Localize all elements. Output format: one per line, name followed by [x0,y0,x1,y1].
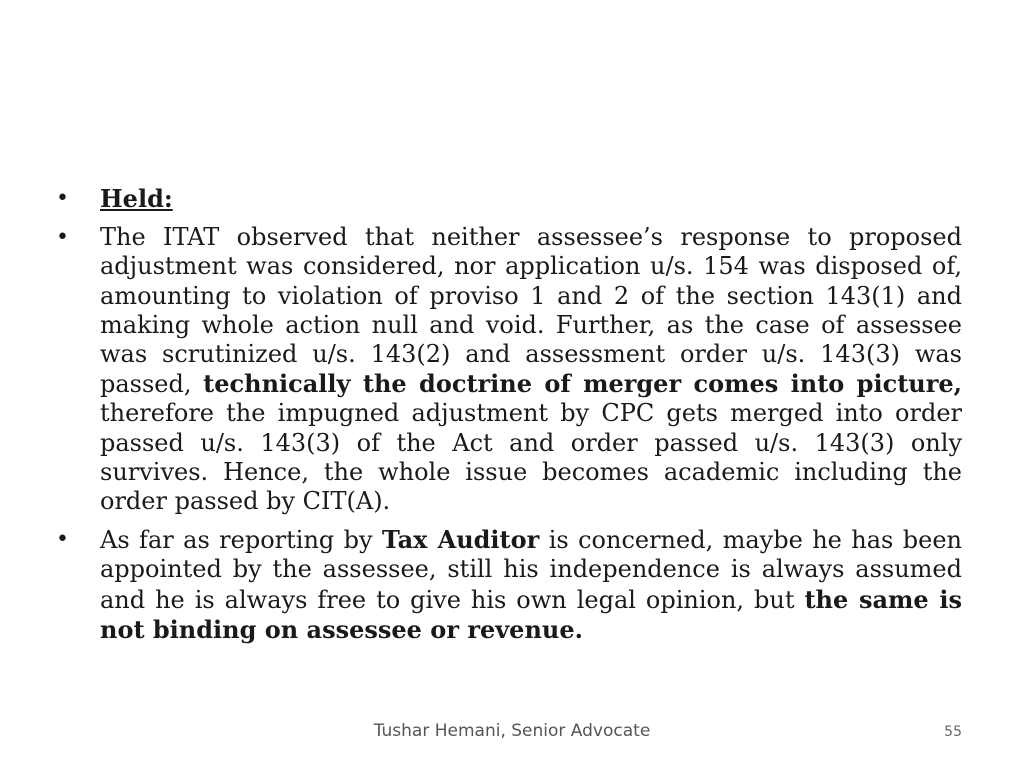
not-binding-emphasis: the same is not binding on assessee or revenue. [100,584,962,644]
bullet-dot: • [56,186,69,211]
itat-text-part-1: The ITAT observed that neither assessee’s response to proposed adjustment was considered, nor application u/s. 154 was disposed of, amounting to violation of proviso 1 and 2 of the section 143(1) and making whole action null and void. Further, as the case of assessee was scrutinized u/s. 143(2) and assessment order u/s. 143(3) was passed, [100,223,962,399]
tax-auditor-emphasis: Tax Auditor [382,525,540,555]
itat-text-part-2: therefore the impugned adjustment by CPC gets merged into order passed u/s. 143(3) of the Act and order passed u/s. 143(3) only survives. Hence, the whole issue becomes academic including the order passed by CIT(A). [100,399,962,516]
auditor-text-part-1: As far as reporting by [100,526,383,555]
bullet-held [56,184,962,214]
held-label: Held: [100,184,173,213]
bullet-dot: • [56,527,69,553]
bullet-dot: • [56,225,69,251]
doctrine-of-merger-emphasis: technically the doctrine of merger comes into picture, [203,369,962,399]
auditor-text-part-2: is concerned, maybe he has been appointed by the assessee, still his independence is always assumed and he is always free to give his own legal opinion, but [100,526,963,614]
slide-body [56,184,962,654]
bullet-tax-auditor [56,525,962,645]
bullet-itat-observation [56,223,962,516]
page-number: 55 [944,724,962,740]
footer-author: Tushar Hemani, Senior Advocate [373,721,651,741]
